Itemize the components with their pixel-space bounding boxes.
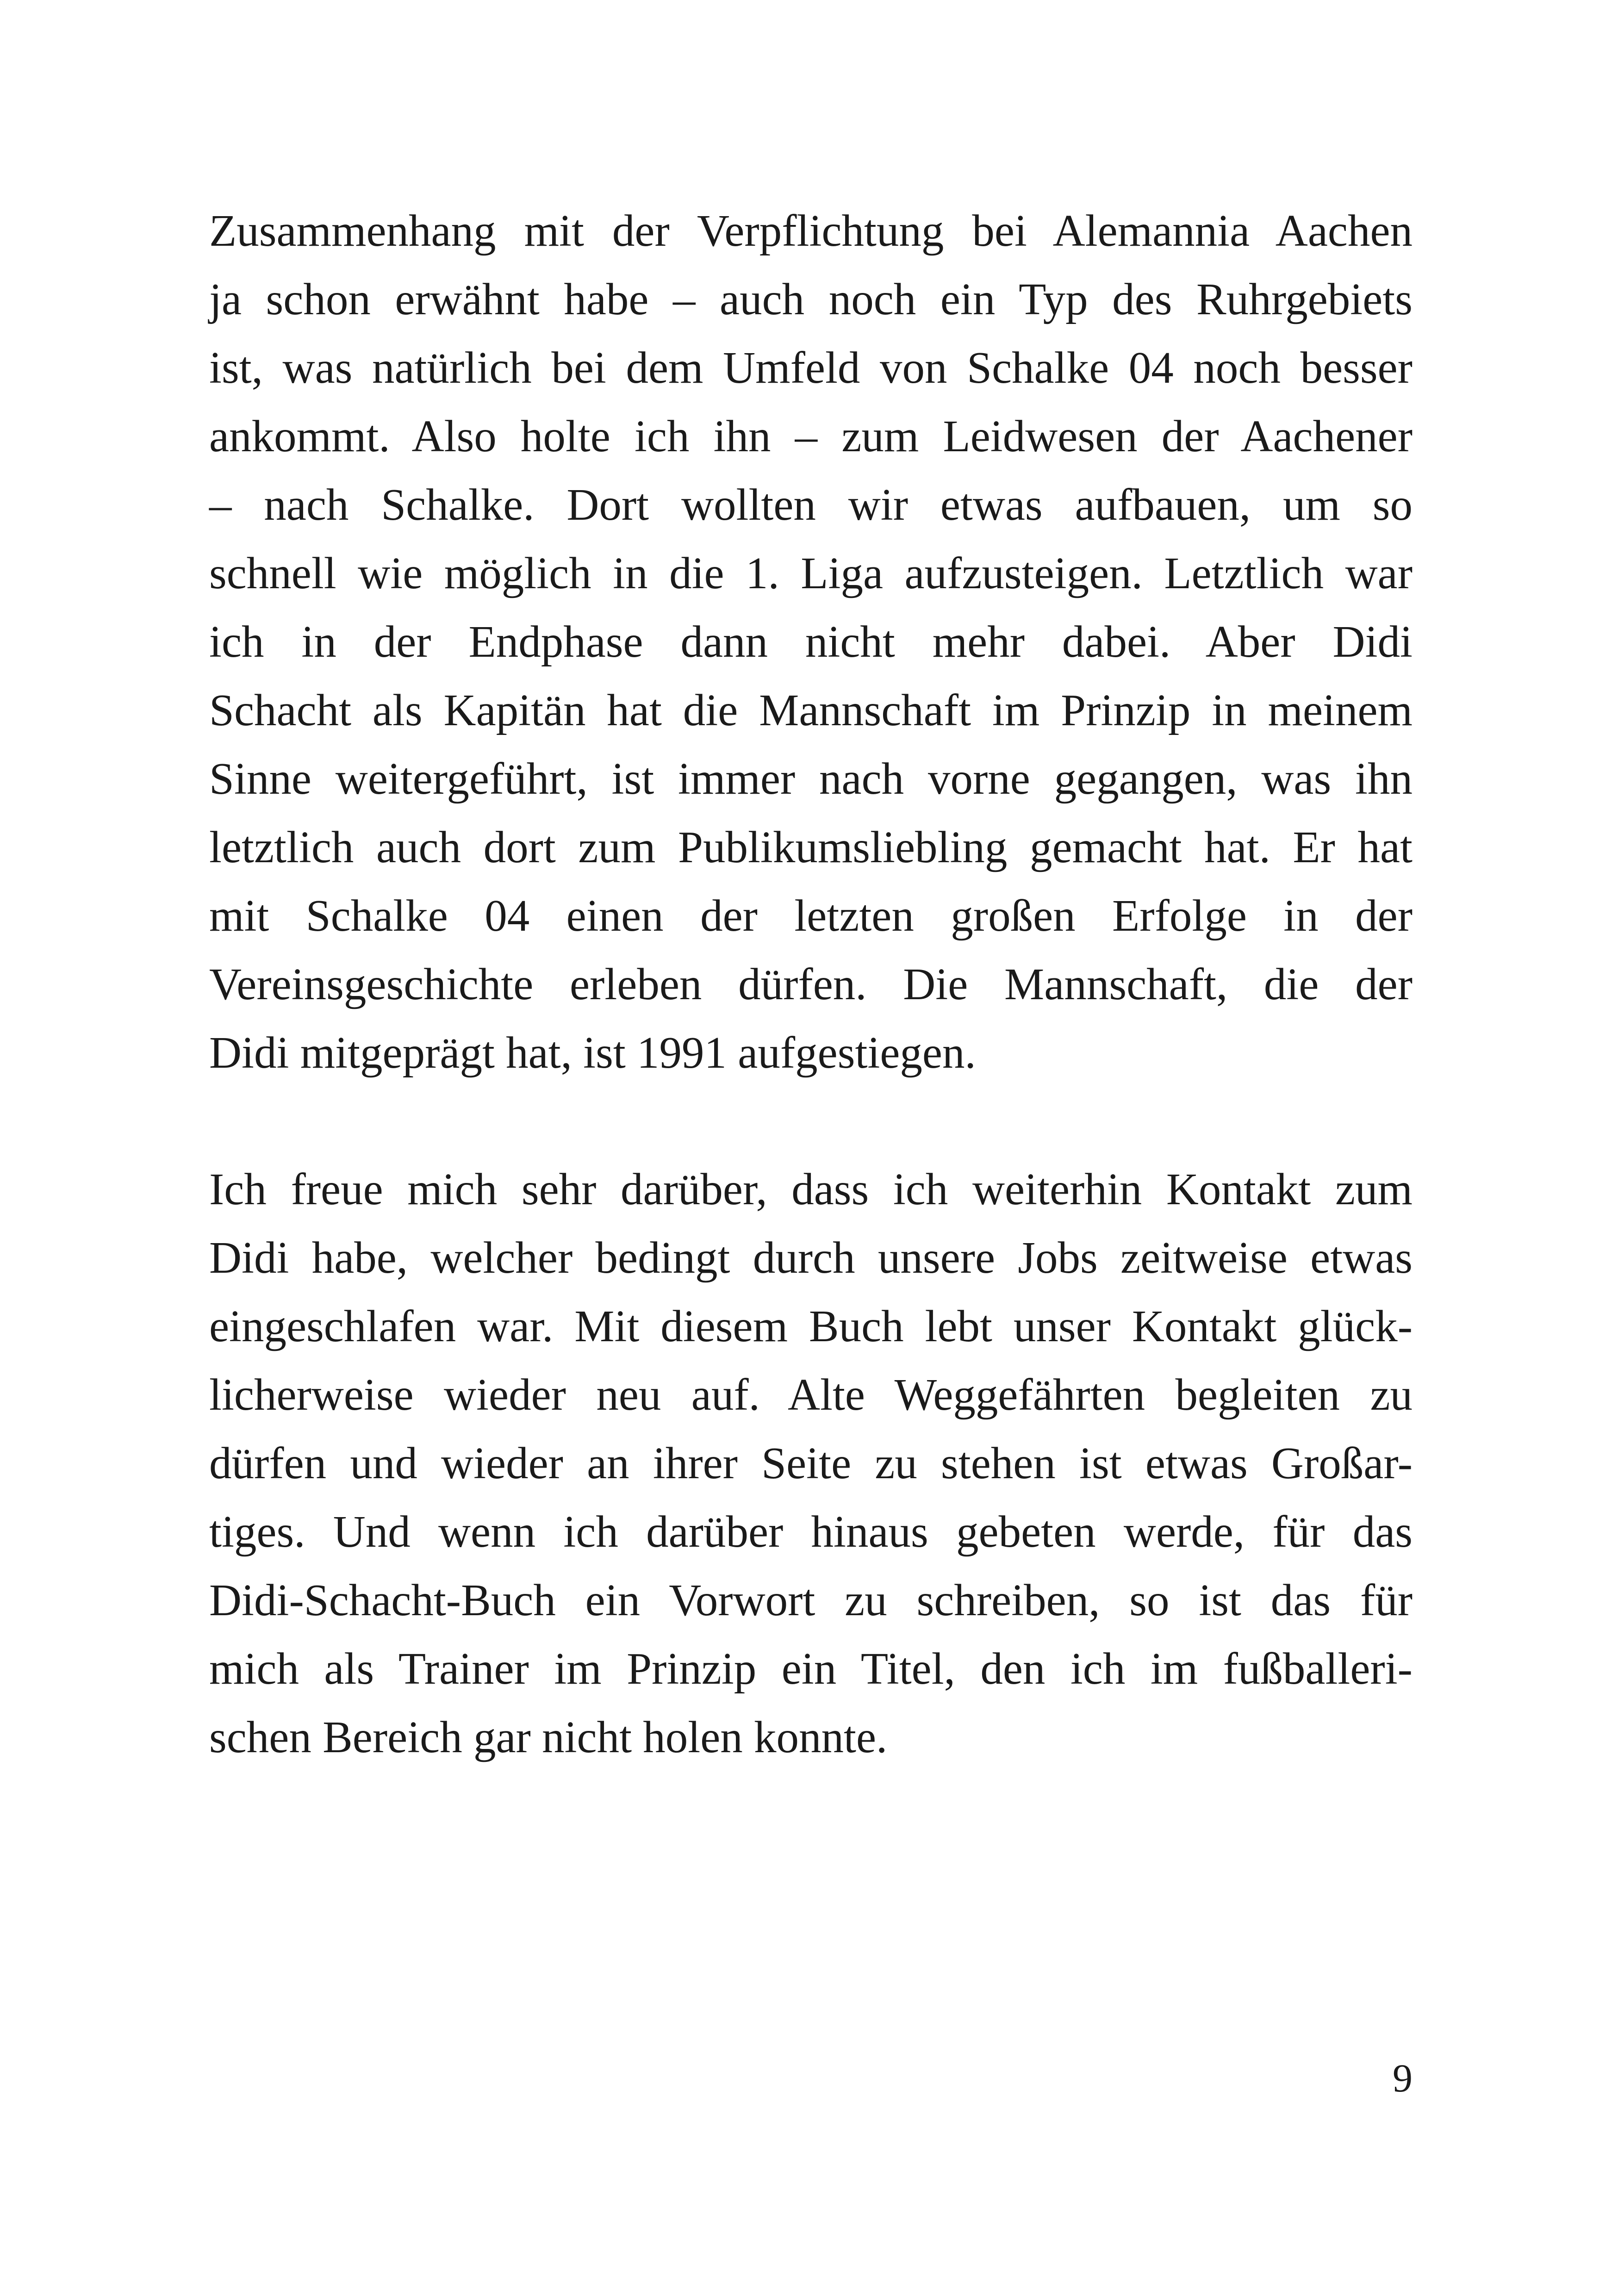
text-line: ich in der Endphase dann nicht mehr dabei. Aber Didi bbox=[209, 617, 1413, 666]
text-line: licherweise wieder neu auf. Alte Weggefährten begleiten zu bbox=[209, 1370, 1413, 1419]
text-line: Zusammenhang mit der Verpflichtung bei Alemannia Aachen bbox=[209, 206, 1413, 255]
text-line: Didi-Schacht-Buch ein Vorwort zu schreiben, so ist das für bbox=[209, 1575, 1413, 1625]
paragraph-2 bbox=[209, 1155, 1413, 1772]
text-line: schen Bereich gar nicht holen konnte. bbox=[209, 1712, 888, 1762]
text-line: ankommt. Also holte ich ihn – zum Leidwesen der Aachener bbox=[209, 411, 1413, 461]
text-line: ja schon erwähnt habe – auch noch ein Typ des Ruhrgebiets bbox=[209, 274, 1413, 324]
body-text bbox=[209, 197, 1413, 1772]
text-line: tiges. Und wenn ich darüber hinaus gebeten werde, für das bbox=[209, 1507, 1413, 1556]
text-line: Schacht als Kapitän hat die Mannschaft im Prinzip in meinem bbox=[209, 685, 1413, 735]
text-line: Sinne weitergeführt, ist immer nach vorne gegangen, was ihn bbox=[209, 754, 1413, 803]
text-line: Didi mitgeprägt hat, ist 1991 aufgestiegen. bbox=[209, 1028, 976, 1077]
text-line: Vereinsgeschichte erleben dürfen. Die Mannschaft, die der bbox=[209, 959, 1413, 1009]
text-line: letztlich auch dort zum Publikumsliebling gemacht hat. Er hat bbox=[209, 822, 1413, 872]
text-line: Didi habe, welcher bedingt durch unsere Jobs zeitweise etwas bbox=[209, 1233, 1413, 1282]
text-line: mit Schalke 04 einen der letzten großen Erfolge in der bbox=[209, 891, 1413, 940]
text-line: dürfen und wieder an ihrer Seite zu stehen ist etwas Großar- bbox=[209, 1438, 1413, 1488]
paragraph-1 bbox=[209, 197, 1413, 1087]
text-line: – nach Schalke. Dort wollten wir etwas aufbauen, um so bbox=[209, 480, 1413, 529]
text-line: schnell wie möglich in die 1. Liga aufzusteigen. Letztlich war bbox=[209, 548, 1413, 598]
text-line: Ich freue mich sehr darüber, dass ich weiterhin Kontakt zum bbox=[209, 1164, 1413, 1214]
text-line: ist, was natürlich bei dem Umfeld von Schalke 04 noch besser bbox=[209, 343, 1413, 392]
text-line: mich als Trainer im Prinzip ein Titel, den ich im fußballeri- bbox=[209, 1644, 1413, 1693]
text-line: eingeschlafen war. Mit diesem Buch lebt unser Kontakt glück- bbox=[209, 1301, 1413, 1351]
page-number: 9 bbox=[1393, 2056, 1413, 2100]
